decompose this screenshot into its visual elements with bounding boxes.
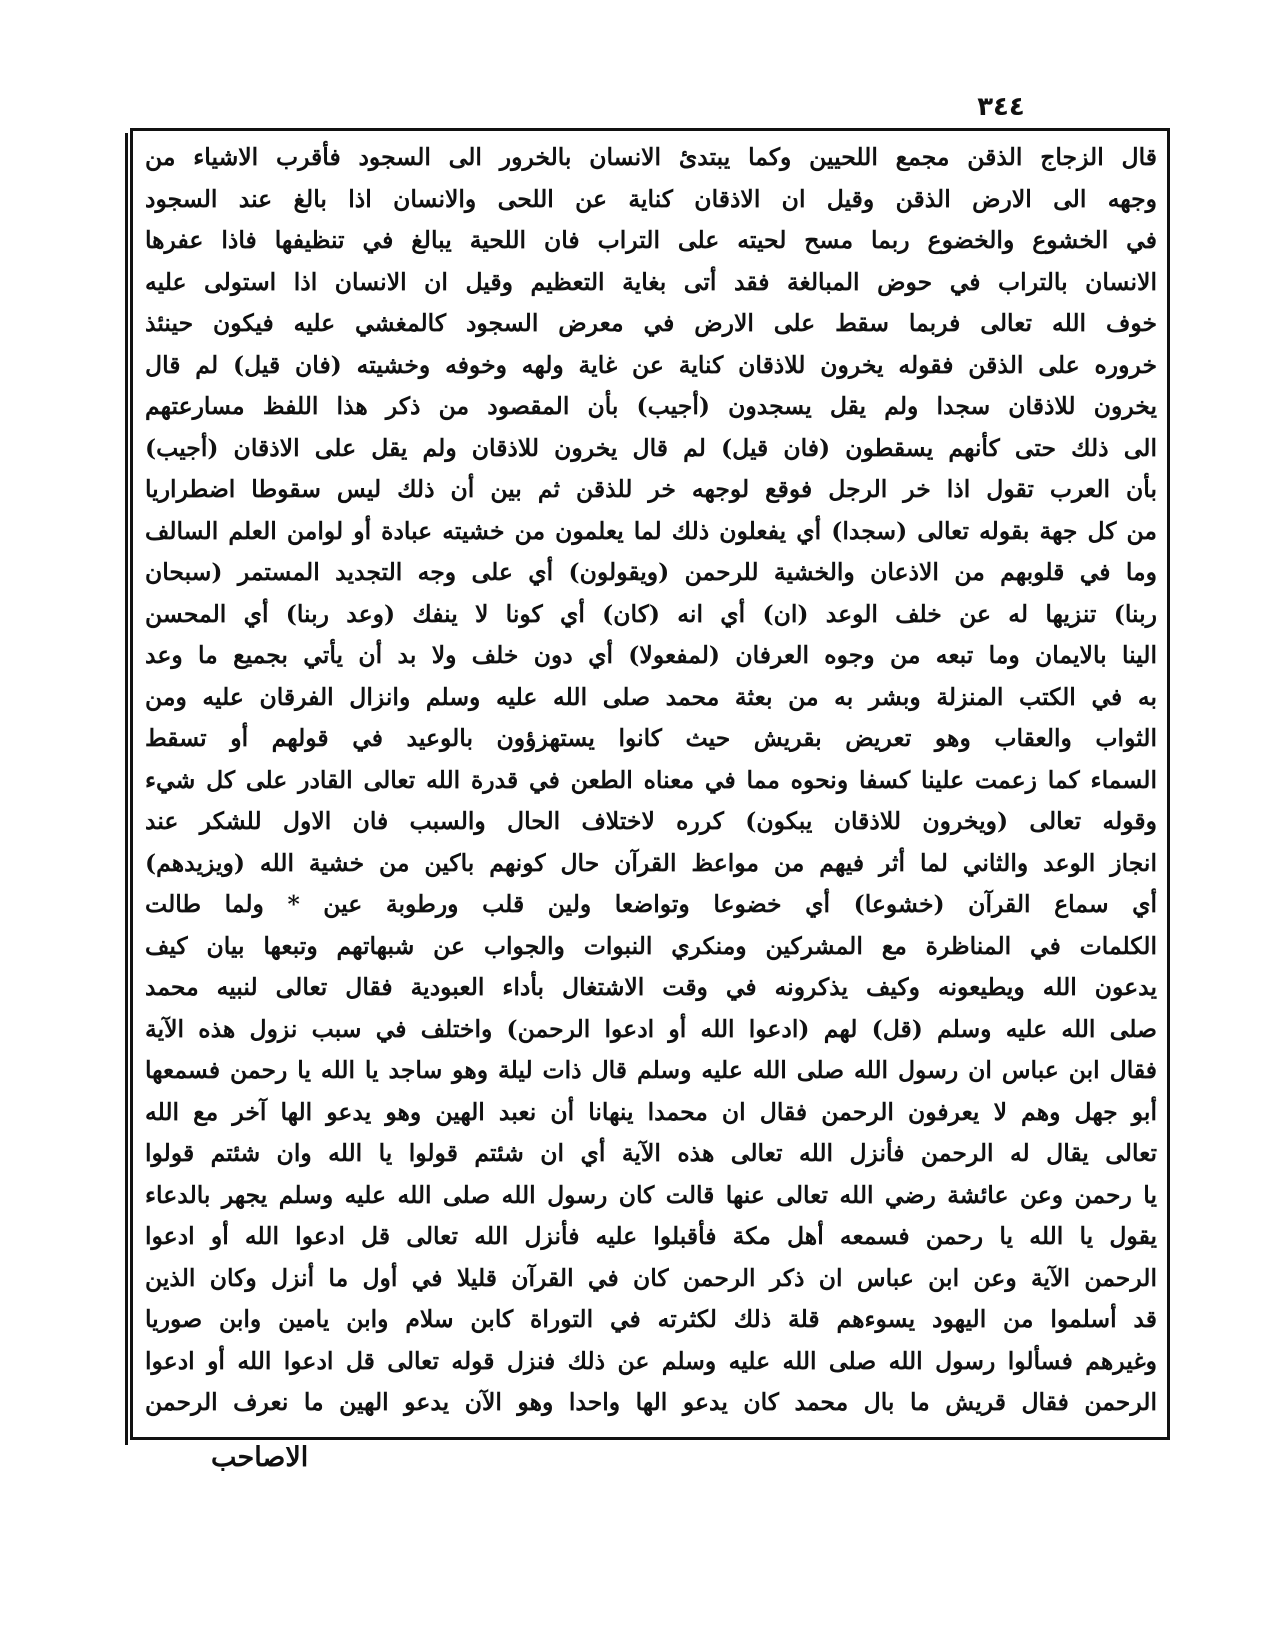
text-line: الرحمن الآية وعن ابن عباس ان ذكر الرحمن كان في القرآن قليلا في أول ما أنزل وكان الذين: [145, 1263, 1157, 1292]
page-number: ٣٤٤: [977, 92, 1025, 122]
text-line: يدعون الله ويطيعونه وكيف يذكرونه في وقت الاشتغال بأداء العبودية فقال تعالى لنبيه محمد: [145, 973, 1157, 1001]
text-line: وجهه الى الارض الذقن وقيل ان الاذقان كناية عن اللحى والانسان اذا بالغ عند السجود: [145, 184, 1157, 213]
text-line: وما في قلوبهم من الاذعان والخشية للرحمن (ويقولون) أي على وجه التجديد المستمر (سبحان: [145, 558, 1157, 586]
text-line: الينا بالايمان وما تبعه من وجوه العرفان (لمفعولا) أي دون خلف ولا بد أن يأتي بجميع ما وعد: [145, 641, 1157, 669]
text-line: الثواب والعقاب وهو تعريض بقريش حيث كانوا يستهزؤون بالوعيد في قولهم أو تسقط: [145, 724, 1157, 752]
text-line: قال الزجاج الذقن مجمع اللحيين وكما يبتدئ الانسان بالخرور الى السجود فأقرب الاشياء من: [145, 143, 1157, 171]
text-line: به في الكتب المنزلة وبشر به من بعثة محمد صلى الله عليه وسلم وانزال الفرقان عليه ومن: [145, 682, 1157, 711]
text-line: الانسان بالتراب في حوض المبالغة فقد أتى بغاية التعظيم وقيل ان الانسان اذا استولى عليه: [145, 267, 1157, 296]
text-line: الى ذلك حتى كأنهم يسقطون (فان قيل) لم قال يخرون للاذقان ولم يقل على الاذقان (أجيب): [145, 433, 1157, 462]
text-line: أي سماع القرآن (خشوعا) أي خضوعا وتواضعا ولين قلب ورطوبة عين * ولما طالت: [145, 890, 1157, 918]
text-line: أبو جهل وهم لا يعرفون الرحمن فقال ان محمدا ينهانا أن نعبد الهين وهو يدعو الها آخر مع الله: [145, 1097, 1157, 1126]
text-line: قد أسلموا من اليهود يسوءهم قلة ذلك لكثرته في التوراة كابن سلام وابن يامين وابن صوريا: [145, 1305, 1157, 1333]
text-line: فقال ابن عباس ان رسول الله صلى الله عليه وسلم قال ذات ليلة وهو ساجد يا الله يا رحمن فسمعها: [145, 1056, 1157, 1084]
text-line: من كل جهة بقوله تعالى (سجدا) أي يفعلون ذلك لما يعلمون من خشيته عبادة أو لوامن العلم السالف: [145, 516, 1157, 545]
text-line: يخرون للاذقان سجدا ولم يقل يسجدون (أجيب) بأن المقصود من ذكر هذا اللفظ مسارعتهم: [145, 392, 1157, 420]
text-line: في الخشوع والخضوع ربما مسح لحيته على التراب فان اللحية يبالغ في تنظيفها فاذا عفرها: [145, 226, 1157, 254]
catchword: الاصاحب: [211, 1442, 309, 1473]
text-line: وغيرهم فسألوا رسول الله صلى الله عليه وسلم عن ذلك فنزل قوله تعالى قل ادعوا الله أو ادعوا: [145, 1346, 1157, 1375]
text-line: خوف الله تعالى فربما سقط على الارض في معرض السجود كالمغشي عليه فيكون حينئذ: [145, 309, 1157, 337]
text-line: وقوله تعالى (ويخرون للاذقان يبكون) كرره لاختلاف الحال والسبب فان الاول للشكر عند: [145, 807, 1157, 835]
text-line: الرحمن فقال قريش ما بال محمد كان يدعو الها واحدا وهو الآن يدعو الهين ما نعرف الرحمن: [145, 1388, 1157, 1416]
text-frame: [130, 128, 1170, 1440]
text-line: يقول يا الله يا رحمن فسمعه أهل مكة فأقبلوا عليه فأنزل الله تعالى قل ادعوا الله أو ادعوا: [145, 1222, 1157, 1250]
text-line: الكلمات في المناظرة مع المشركين ومنكري النبوات والجواب عن شبهاتهم وتبعها بيان كيف: [145, 931, 1157, 960]
text-body: [145, 131, 1157, 1437]
text-line: خروره على الذقن فقوله يخرون للاذقان كناية عن غاية ولهه وخوفه وخشيته (فان قيل) لم قال: [145, 350, 1157, 379]
text-line: يا رحمن وعن عائشة رضي الله تعالى عنها قالت كان رسول الله صلى الله عليه وسلم يجهر بالدعاء: [145, 1180, 1157, 1209]
text-line: صلى الله عليه وسلم (قل) لهم (ادعوا الله أو ادعوا الرحمن) واختلف في سبب نزول هذه الآية: [145, 1014, 1157, 1043]
text-line: انجاز الوعد والثاني لما أثر فيهم من مواعظ القرآن حال كونهم باكين من خشية الله (ويزيدهم): [145, 848, 1157, 877]
text-line: تعالى يقال له الرحمن فأنزل الله تعالى هذه الآية أي ان شئتم قولوا يا الله وان شئتم قولوا: [145, 1139, 1157, 1167]
text-line: ربنا) تنزيها له عن خلف الوعد (ان) أي انه (كان) أي كونا لا ينفك (وعد ربنا) أي المحسن: [145, 599, 1157, 628]
text-line: السماء كما زعمت علينا كسفا ونحوه مما في معناه الطعن في قدرة الله تعالى القادر على كل شيء: [145, 765, 1157, 794]
text-line: بأن العرب تقول اذا خر الرجل فوقع لوجهه خر للذقن ثم بين أن ذلك ليس سقوطا اضطراريا: [145, 475, 1157, 503]
